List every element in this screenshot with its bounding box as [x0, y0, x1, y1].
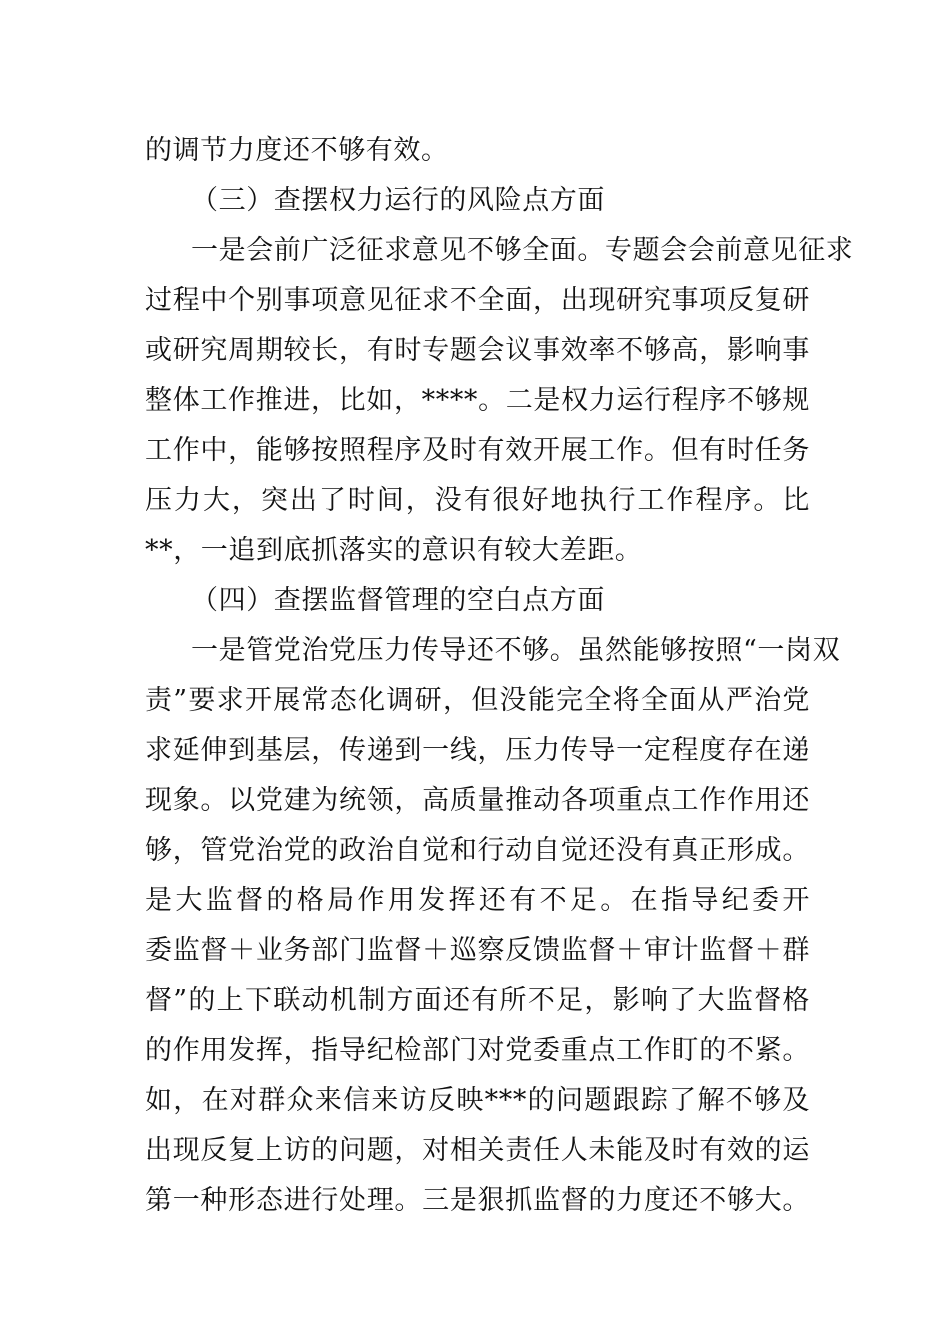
text-line: 现象。以党建为统领，高质量推动各项重点工作作用还 [145, 785, 810, 816]
text-line: 第一种形态进行处理。三是狠抓监督的力度还不够大。 [145, 1185, 810, 1216]
text-line: 出现反复上访的问题，对相关责任人未能及时有效的运 [145, 1135, 810, 1166]
section-heading-3: （三）查摆权力运行的风险点方面 [191, 185, 605, 216]
text-line: 工作中，能够按照程序及时有效开展工作。但有时任务 [145, 435, 810, 466]
text-line: 够，管党治党的政治自觉和行动自觉还没有真正形成。 [145, 835, 810, 866]
document-body [145, 126, 854, 1226]
text-line: 或研究周期较长，有时专题会议事效率不够高，影响事 [145, 335, 810, 366]
text-line: 的作用发挥，指导纪检部门对党委重点工作盯的不紧。 [145, 1035, 810, 1066]
text-line: 是大监督的格局作用发挥还有不足。在指导纪委开 [145, 885, 810, 916]
text-line: 委监督＋业务部门监督＋巡察反馈监督＋审计监督＋群 [145, 935, 810, 966]
section-heading-4: （四）查摆监督管理的空白点方面 [191, 585, 605, 616]
text-line: 求延伸到基层，传递到一线，压力传导一定程度存在递 [145, 735, 810, 766]
text-line: 一是管党治党压力传导还不够。虽然能够按照“一岗双 [191, 635, 841, 666]
text-line: 如，在对群众来信来访反映***的问题跟踪了解不够及 [145, 1085, 810, 1116]
text-line: 督”的上下联动机制方面还有所不足，影响了大监督格 [145, 985, 810, 1016]
text-line: 压力大，突出了时间，没有很好地执行工作程序。比 [145, 485, 810, 516]
text-line: 一是会前广泛征求意见不够全面。专题会会前意见征求 [191, 235, 854, 266]
text-line: 责”要求开展常态化调研，但没能完全将全面从严治党 [145, 685, 810, 716]
text-line: **，一追到底抓落实的意识有较大差距。 [145, 535, 643, 566]
text-line: 过程中个别事项意见征求不全面，出现研究事项反复研 [145, 285, 810, 316]
text-line: 整体工作推进，比如，****。二是权力运行程序不够规 [145, 385, 810, 416]
text-line: 的调节力度还不够有效。 [145, 135, 449, 166]
